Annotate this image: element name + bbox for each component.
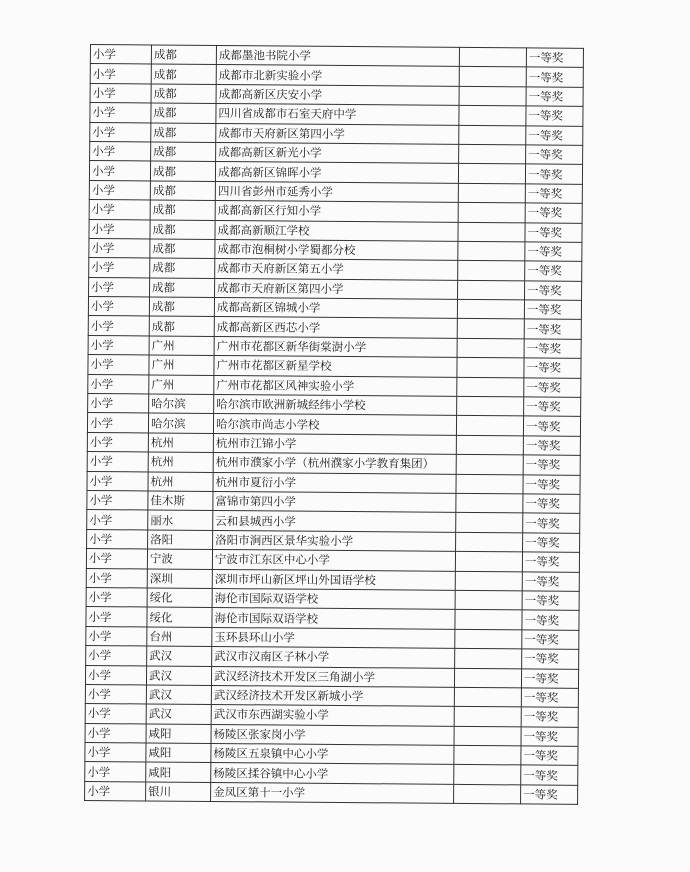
blank-cell [457, 299, 524, 319]
award-cell: 一等奖 [521, 707, 578, 727]
city-cell: 成都 [149, 297, 214, 317]
blank-cell [457, 338, 524, 358]
city-cell: 哈尔滨 [149, 394, 214, 414]
city-cell: 成都 [151, 142, 216, 162]
school-cell: 宁波市江东区中心小学 [212, 550, 455, 571]
city-cell: 广州 [149, 336, 214, 356]
award-cell: 一等奖 [521, 746, 578, 766]
award-cell: 一等奖 [521, 785, 578, 805]
city-cell: 哈尔滨 [148, 413, 213, 433]
school-cell: 四川省彭州市延秀小学 [215, 181, 458, 202]
award-cell: 一等奖 [522, 571, 579, 591]
school-cell: 广州市花都区风神实验小学 [214, 375, 457, 396]
blank-cell [454, 707, 521, 727]
level-cell: 小学 [88, 374, 149, 394]
award-cell: 一等奖 [525, 184, 582, 204]
level-cell: 小学 [87, 413, 148, 433]
city-cell: 成都 [151, 64, 216, 84]
level-cell: 小学 [86, 607, 147, 627]
blank-cell [458, 183, 525, 203]
school-cell: 海伦市国际双语学校 [212, 588, 455, 609]
school-cell: 武汉经济技术开发区三角湖小学 [211, 666, 454, 687]
school-cell: 成都高新区锦城小学 [214, 298, 457, 319]
school-cell: 杨陵区揉谷镇中心小学 [211, 763, 454, 784]
level-cell: 小学 [89, 258, 150, 278]
school-cell: 成都高新区西芯小学 [214, 317, 457, 338]
blank-cell [454, 687, 521, 707]
school-cell: 哈尔滨市欧洲新城经纬小学校 [214, 395, 457, 416]
city-cell: 成都 [151, 123, 216, 143]
level-cell: 小学 [87, 510, 148, 530]
school-cell: 深圳市坪山新区坪山外国语学校 [212, 569, 455, 590]
city-cell: 杭州 [148, 472, 213, 492]
level-cell: 小学 [85, 781, 146, 801]
level-cell: 小学 [86, 646, 147, 666]
city-cell: 丽水 [148, 510, 213, 530]
city-cell: 成都 [151, 45, 216, 65]
table-row [85, 781, 578, 804]
level-cell: 小学 [85, 684, 146, 704]
school-cell: 成都市北新实验小学 [216, 65, 459, 86]
level-cell: 小学 [88, 297, 149, 317]
blank-cell [458, 203, 525, 223]
award-cell: 一等奖 [525, 164, 582, 184]
award-cell: 一等奖 [522, 630, 579, 650]
blank-cell [457, 377, 524, 397]
award-cell: 一等奖 [523, 416, 580, 436]
blank-cell [459, 144, 526, 164]
level-cell: 小学 [89, 238, 150, 258]
award-cell: 一等奖 [525, 281, 582, 301]
award-cell: 一等奖 [521, 688, 578, 708]
blank-cell [454, 726, 521, 746]
blank-cell [456, 435, 523, 455]
school-cell: 成都高新区锦晖小学 [215, 162, 458, 183]
award-cell: 一等奖 [523, 513, 580, 533]
award-cell: 一等奖 [526, 87, 583, 107]
blank-cell [454, 668, 521, 688]
school-cell: 成都市天府新区第四小学 [215, 278, 458, 299]
school-cell: 哈尔滨市尚志小学校 [213, 414, 456, 435]
award-table-body [85, 45, 584, 805]
level-cell: 小学 [88, 316, 149, 336]
level-cell: 小学 [88, 355, 149, 375]
city-cell: 成都 [151, 84, 216, 104]
level-cell: 小学 [89, 161, 150, 181]
school-cell: 海伦市国际双语学校 [212, 608, 455, 629]
city-cell: 成都 [150, 258, 215, 278]
award-cell: 一等奖 [526, 48, 583, 68]
award-table [84, 44, 584, 805]
award-cell: 一等奖 [523, 494, 580, 514]
award-cell: 一等奖 [526, 106, 583, 126]
blank-cell [458, 241, 525, 261]
blank-cell [458, 261, 525, 281]
award-cell: 一等奖 [522, 610, 579, 630]
award-cell: 一等奖 [525, 222, 582, 242]
school-cell: 成都墨池书院小学 [216, 45, 459, 66]
blank-cell [458, 164, 525, 184]
school-cell: 广州市花都区新星学校 [214, 356, 457, 377]
level-cell: 小学 [85, 743, 146, 763]
level-cell: 小学 [87, 452, 148, 472]
blank-cell [458, 222, 525, 242]
blank-cell [456, 513, 523, 533]
blank-cell [457, 396, 524, 416]
award-cell: 一等奖 [525, 261, 582, 281]
level-cell: 小学 [87, 471, 148, 491]
city-cell: 成都 [150, 219, 215, 239]
award-cell: 一等奖 [522, 649, 579, 669]
award-cell: 一等奖 [524, 358, 581, 378]
award-cell: 一等奖 [522, 591, 579, 611]
city-cell: 成都 [150, 161, 215, 181]
city-cell: 咸阳 [146, 743, 211, 763]
award-cell: 一等奖 [525, 242, 582, 262]
city-cell: 佳木斯 [148, 491, 213, 511]
level-cell: 小学 [86, 587, 147, 607]
school-cell: 成都市天府新区第五小学 [215, 259, 458, 280]
school-cell: 成都高新区新光小学 [216, 142, 459, 163]
blank-cell [457, 358, 524, 378]
award-cell: 一等奖 [521, 727, 578, 747]
blank-cell [455, 552, 522, 572]
city-cell: 武汉 [146, 685, 211, 705]
award-cell: 一等奖 [523, 533, 580, 553]
blank-cell [459, 86, 526, 106]
level-cell: 小学 [86, 626, 147, 646]
level-cell: 小学 [90, 122, 151, 142]
school-cell: 成都市天府新区第四小学 [216, 123, 459, 144]
city-cell: 洛阳 [148, 530, 213, 550]
school-cell: 洛阳市涧西区景华实验小学 [213, 530, 456, 551]
level-cell: 小学 [87, 529, 148, 549]
school-cell: 杭州市江锦小学 [213, 433, 456, 454]
school-cell: 杨陵区张家岗小学 [211, 724, 454, 745]
city-cell: 武汉 [146, 665, 211, 685]
award-cell: 一等奖 [526, 67, 583, 87]
city-cell: 宁波 [147, 549, 212, 569]
level-cell: 小学 [87, 432, 148, 452]
blank-cell [455, 629, 522, 649]
level-cell: 小学 [87, 490, 148, 510]
level-cell: 小学 [89, 180, 150, 200]
blank-cell [456, 532, 523, 552]
school-cell: 成都高新区庆安小学 [216, 84, 459, 105]
city-cell: 咸阳 [146, 724, 211, 744]
level-cell: 小学 [85, 723, 146, 743]
level-cell: 小学 [90, 45, 151, 65]
award-cell: 一等奖 [524, 378, 581, 398]
city-cell: 成都 [150, 278, 215, 298]
school-cell: 成都高新顺江学校 [215, 220, 458, 241]
school-cell: 成都市泡桐树小学蜀都分校 [215, 239, 458, 260]
city-cell: 广州 [149, 355, 214, 375]
award-cell: 一等奖 [525, 203, 582, 223]
school-cell: 玉环县环山小学 [212, 627, 455, 648]
level-cell: 小学 [90, 64, 151, 84]
award-cell: 一等奖 [524, 319, 581, 339]
school-cell: 成都高新区行知小学 [215, 201, 458, 222]
award-cell: 一等奖 [526, 125, 583, 145]
city-cell: 成都 [151, 103, 216, 123]
city-cell: 成都 [150, 200, 215, 220]
blank-cell [456, 493, 523, 513]
city-cell: 杭州 [148, 433, 213, 453]
award-cell: 一等奖 [524, 397, 581, 417]
blank-cell [454, 745, 521, 765]
school-cell: 云和县城西小学 [213, 511, 456, 532]
blank-cell [456, 474, 523, 494]
level-cell: 小学 [88, 394, 149, 414]
level-cell: 小学 [90, 103, 151, 123]
city-cell: 武汉 [147, 646, 212, 666]
school-cell: 四川省成都市石室天府中学 [216, 104, 459, 125]
city-cell: 绥化 [147, 588, 212, 608]
level-cell: 小学 [89, 277, 150, 297]
blank-cell [454, 784, 521, 804]
blank-cell [456, 416, 523, 436]
award-cell: 一等奖 [523, 436, 580, 456]
blank-cell [456, 455, 523, 475]
school-cell: 武汉经济技术开发区新城小学 [211, 685, 454, 706]
city-cell: 成都 [150, 239, 215, 259]
level-cell: 小学 [85, 704, 146, 724]
city-cell: 银川 [146, 782, 211, 802]
school-cell: 武汉市汉南区子林小学 [212, 647, 455, 668]
award-cell: 一等奖 [524, 339, 581, 359]
level-cell: 小学 [85, 762, 146, 782]
school-cell: 杨陵区五泉镇中心小学 [211, 744, 454, 765]
blank-cell [457, 319, 524, 339]
award-cell: 一等奖 [524, 300, 581, 320]
blank-cell [459, 125, 526, 145]
blank-cell [455, 610, 522, 630]
award-cell: 一等奖 [523, 455, 580, 475]
blank-cell [455, 590, 522, 610]
city-cell: 成都 [150, 181, 215, 201]
level-cell: 小学 [89, 219, 150, 239]
blank-cell [459, 106, 526, 126]
blank-cell [459, 47, 526, 67]
level-cell: 小学 [89, 200, 150, 220]
award-cell: 一等奖 [526, 145, 583, 165]
blank-cell [455, 648, 522, 668]
city-cell: 成都 [149, 316, 214, 336]
school-cell: 广州市花都区新华街棠澍小学 [214, 336, 457, 357]
blank-cell [454, 765, 521, 785]
blank-cell [458, 280, 525, 300]
city-cell: 深圳 [147, 569, 212, 589]
city-cell: 台州 [147, 627, 212, 647]
city-cell: 杭州 [148, 452, 213, 472]
school-cell: 杭州市濮家小学（杭州濮家小学教育集团） [213, 453, 456, 474]
award-cell: 一等奖 [522, 552, 579, 572]
blank-cell [459, 67, 526, 87]
city-cell: 咸阳 [146, 762, 211, 782]
city-cell: 武汉 [146, 704, 211, 724]
school-cell: 金凤区第十一小学 [211, 782, 454, 803]
school-cell: 富锦市第四小学 [213, 491, 456, 512]
school-cell: 武汉市东西湖实验小学 [211, 705, 454, 726]
level-cell: 小学 [90, 141, 151, 161]
city-cell: 绥化 [147, 607, 212, 627]
city-cell: 广州 [149, 375, 214, 395]
award-cell: 一等奖 [521, 668, 578, 688]
award-cell: 一等奖 [521, 765, 578, 785]
level-cell: 小学 [88, 335, 149, 355]
blank-cell [455, 571, 522, 591]
level-cell: 小学 [85, 665, 146, 685]
level-cell: 小学 [86, 568, 147, 588]
award-cell: 一等奖 [523, 475, 580, 495]
school-cell: 杭州市夏衍小学 [213, 472, 456, 493]
level-cell: 小学 [86, 549, 147, 569]
level-cell: 小学 [90, 83, 151, 103]
